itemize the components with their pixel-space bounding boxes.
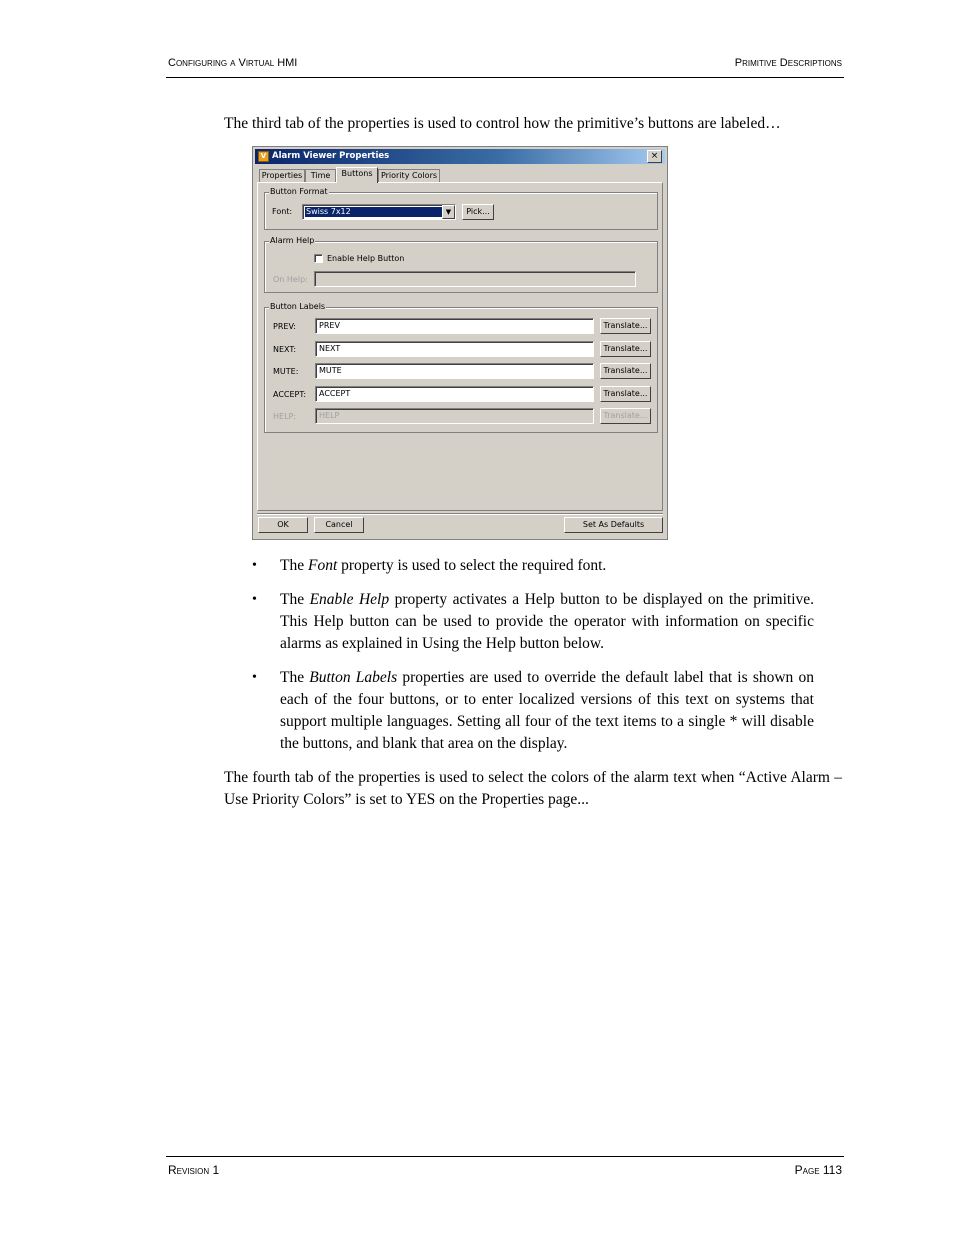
help-label: HELP: <box>273 412 297 421</box>
alarm-help-label: Alarm Help <box>270 236 315 245</box>
on-help-label: On Help: <box>273 275 308 284</box>
font-select[interactable] <box>302 204 456 220</box>
cancel-button[interactable]: Cancel <box>314 517 364 533</box>
bullet-text: properties are used to override the default label that is shown on each of the four buttons, or to enter localized versions of this text on systems that support multiple languages. Setting all four of the text items to a single * will disable the buttons, and blank that area on the display. <box>280 669 814 752</box>
mute-label: MUTE: <box>273 367 299 376</box>
prev-label: PREV: <box>273 322 296 331</box>
bullet-text: The <box>280 557 308 574</box>
alarm-viewer-properties-dialog <box>252 146 668 540</box>
ok-button[interactable]: OK <box>258 517 308 533</box>
accept-label: ACCEPT: <box>273 390 307 399</box>
translate-prev-button[interactable]: Translate... <box>600 318 651 334</box>
bullet-enable-help <box>280 589 814 655</box>
button-format-group <box>264 187 658 230</box>
mute-input[interactable]: MUTE <box>315 363 594 379</box>
tab-panel-buttons <box>257 182 663 511</box>
translate-accept-button[interactable]: Translate... <box>600 386 651 402</box>
button-format-label: Button Format <box>270 187 328 196</box>
on-help-input[interactable] <box>314 271 636 287</box>
translate-mute-button[interactable]: Translate... <box>600 363 651 379</box>
enable-help-checkbox[interactable] <box>314 254 323 263</box>
prev-input[interactable]: PREV <box>315 318 594 334</box>
app-icon: V <box>258 151 269 162</box>
bullet-text: The <box>280 591 310 608</box>
bullet-text: The <box>280 669 310 686</box>
enable-help-label: Enable Help Button <box>327 254 405 263</box>
set-as-defaults-button[interactable]: Set As Defaults <box>564 517 663 533</box>
help-input[interactable]: HELP <box>315 408 594 424</box>
tab-properties[interactable]: Properties <box>259 169 305 182</box>
close-button[interactable]: × <box>647 150 662 163</box>
bullet-text: property is used to select the required font. <box>337 557 607 574</box>
bullet-marker: • <box>252 670 257 685</box>
alarm-help-group <box>264 236 658 293</box>
button-labels-group <box>264 302 658 433</box>
chevron-down-icon[interactable]: ▼ <box>442 205 455 219</box>
footer-rule <box>166 1156 844 1157</box>
intro-paragraph: The third tab of the properties is used to control how the primitive’s buttons are labeled… <box>224 115 781 132</box>
tab-time[interactable]: Time <box>305 169 336 182</box>
bullet-emphasis: Enable Help <box>309 591 390 608</box>
tab-priority-colors[interactable]: Priority Colors <box>378 169 440 182</box>
bullet-emphasis: Font <box>307 557 338 574</box>
header-rule <box>166 77 844 78</box>
closing-paragraph: The fourth tab of the properties is used to select the colors of the alarm text when “Active Alarm – Use Priority Colors” is set to YES on the Properties page... <box>224 769 842 808</box>
header-right: Primitive Descriptions <box>734 57 842 69</box>
footer-left: Revision 1 <box>168 1163 220 1177</box>
bullet-marker: • <box>252 592 257 607</box>
header-left: Configuring a Virtual HMI <box>168 57 298 69</box>
font-select-value: Swiss 7x12 <box>305 207 442 217</box>
translate-next-button[interactable]: Translate... <box>600 341 651 357</box>
accept-input[interactable]: ACCEPT <box>315 386 594 402</box>
next-input[interactable]: NEXT <box>315 341 594 357</box>
bullet-text: property activates a Help button to be displayed on the primitive. This Help button can be used to provide the operator with information on specific alarms as explained in Using the Help button below. <box>280 591 815 652</box>
footer-right: Page 113 <box>794 1163 842 1177</box>
button-labels-label: Button Labels <box>270 302 326 311</box>
footer-separator <box>257 513 663 515</box>
tab-buttons[interactable]: Buttons <box>336 167 378 183</box>
font-label: Font: <box>272 207 293 216</box>
dialog-titlebar <box>255 149 665 164</box>
bullet-font <box>280 555 814 577</box>
bullet-marker: • <box>252 558 257 573</box>
pick-font-button[interactable]: Pick... <box>462 204 494 220</box>
bullet-button-labels <box>280 667 814 755</box>
dialog-title: Alarm Viewer Properties <box>272 151 390 161</box>
next-label: NEXT: <box>273 345 297 354</box>
translate-help-button[interactable]: Translate... <box>600 408 651 424</box>
bullet-emphasis: Button Labels <box>309 669 398 686</box>
